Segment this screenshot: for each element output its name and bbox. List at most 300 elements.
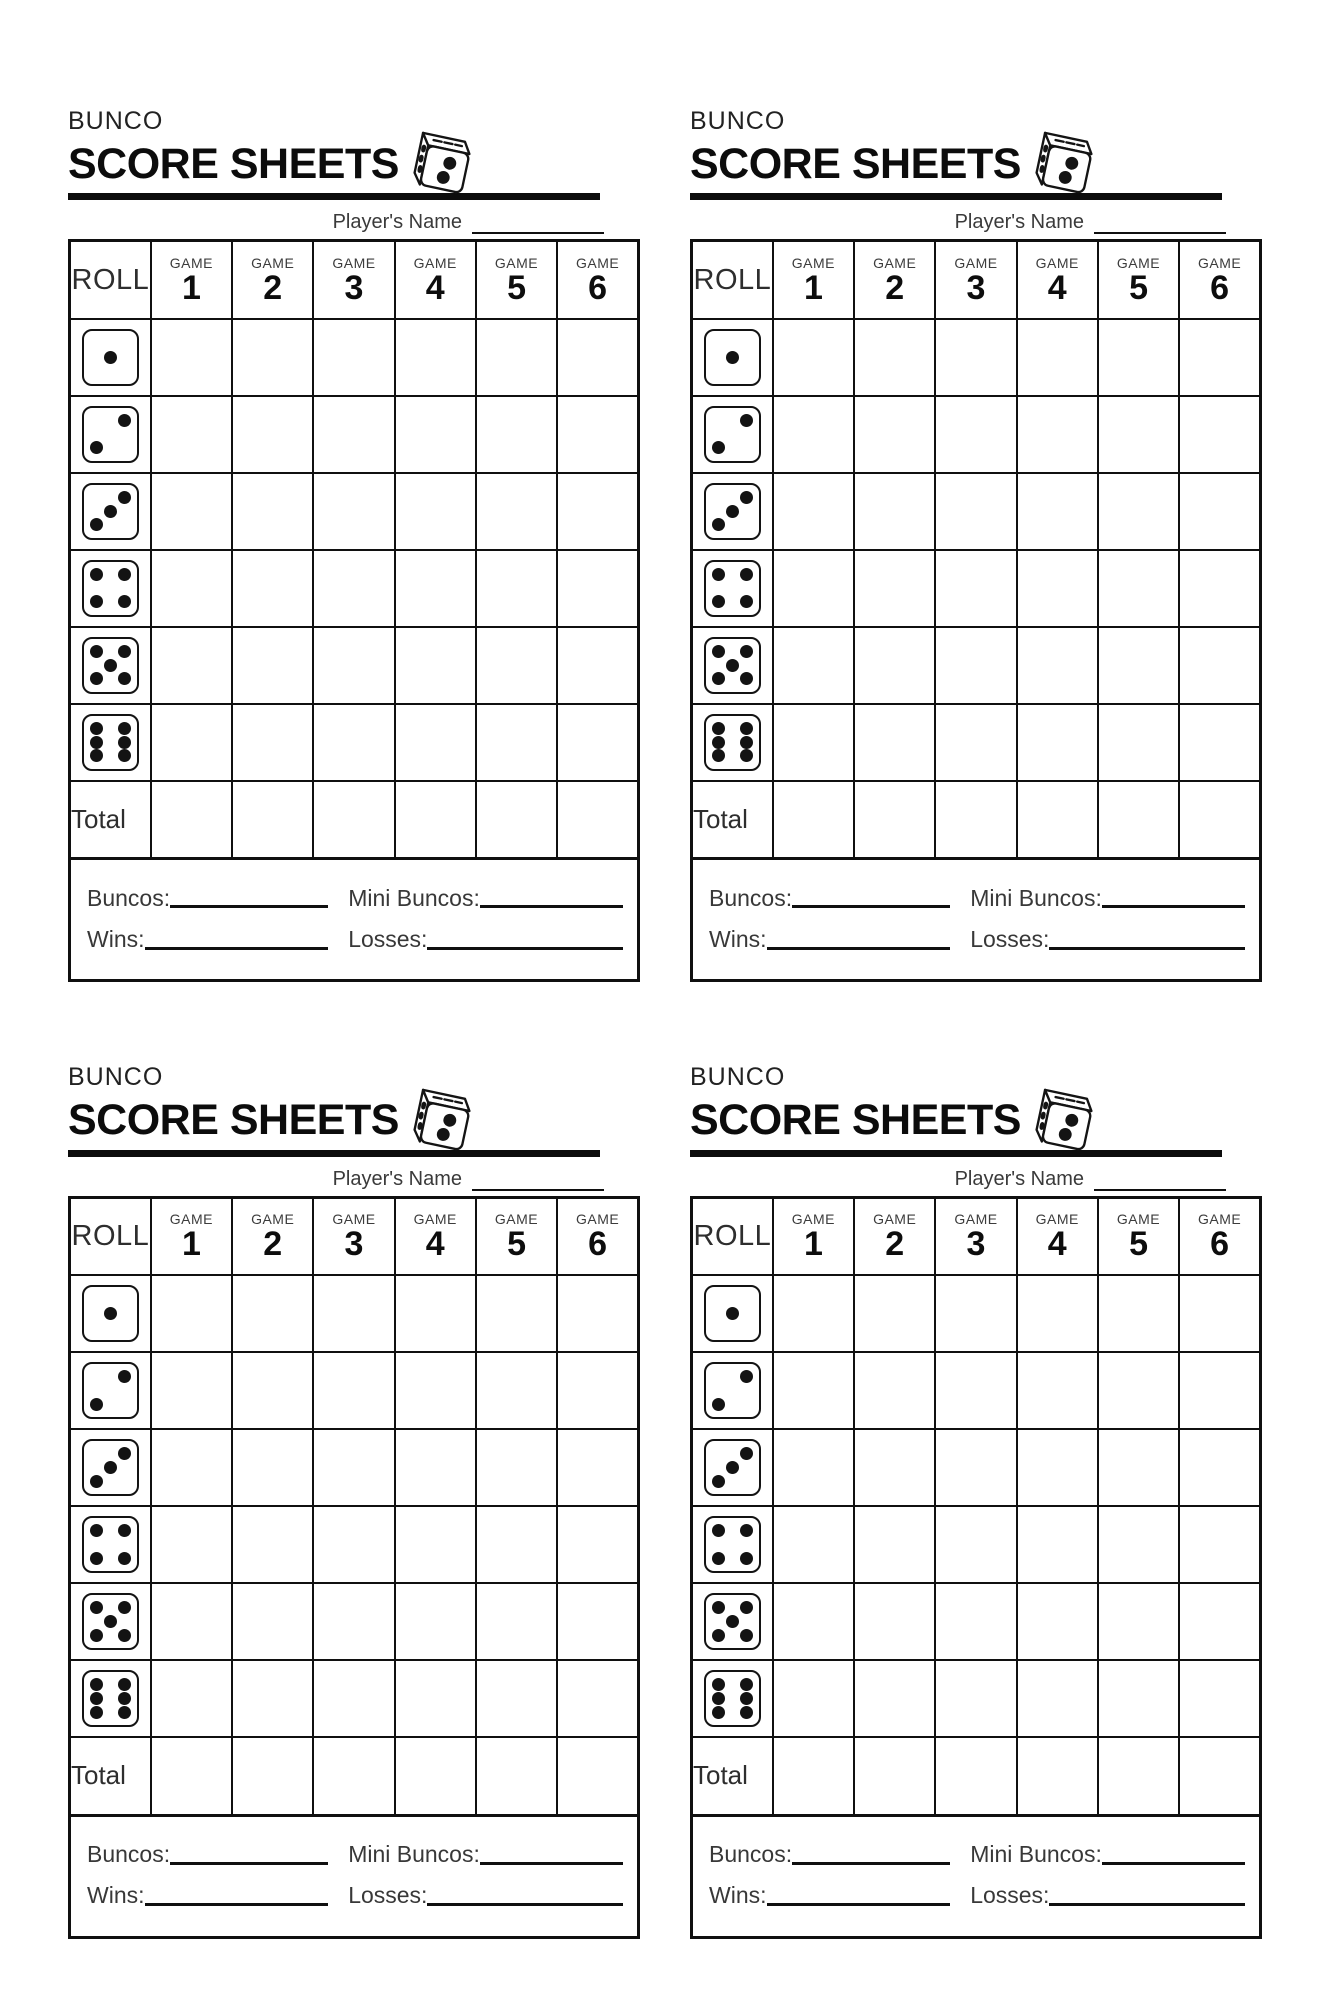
total-row xyxy=(692,1737,1261,1815)
buncos-field[interactable] xyxy=(170,894,328,908)
score-cell-roll1-game4[interactable] xyxy=(395,319,476,396)
roll-row-2 xyxy=(692,396,1261,473)
score-cell-roll1-game1[interactable] xyxy=(151,319,232,396)
roll-row-2 xyxy=(692,1352,1261,1429)
sheet-title: SCORE SHEETS xyxy=(690,1095,1021,1144)
score-cell-roll4-game6[interactable] xyxy=(1179,1506,1260,1583)
game-number: 6 xyxy=(1210,269,1230,308)
game-number: 5 xyxy=(507,269,526,308)
roll-row-2 xyxy=(70,1352,639,1429)
score-cell-roll2-game1[interactable] xyxy=(773,1352,854,1429)
score-cell-roll5-game2[interactable] xyxy=(854,627,935,704)
score-cell-roll5-game4[interactable] xyxy=(395,627,476,704)
score-cell-roll4-game6[interactable] xyxy=(1179,550,1260,627)
total-cell-game2[interactable] xyxy=(232,1737,313,1815)
score-cell-roll2-game6[interactable] xyxy=(557,1352,638,1429)
roll-row-5 xyxy=(70,1583,639,1660)
score-cell-roll6-game1[interactable] xyxy=(773,1660,854,1737)
score-cell-roll3-game4[interactable] xyxy=(1017,1429,1098,1506)
score-cell-roll1-game3[interactable] xyxy=(935,1275,1016,1352)
game-word: GAME xyxy=(791,1211,836,1228)
score-cell-roll5-game3[interactable] xyxy=(313,1583,394,1660)
score-cell-roll5-game1[interactable] xyxy=(773,1583,854,1660)
roll-row-1 xyxy=(692,319,1261,396)
score-cell-roll1-game3[interactable] xyxy=(313,319,394,396)
score-cell-roll3-game2[interactable] xyxy=(854,473,935,550)
game-word: GAME xyxy=(413,255,457,272)
die-face-2-icon xyxy=(704,406,761,463)
die-face-5-cell xyxy=(70,627,151,704)
score-cell-roll3-game2[interactable] xyxy=(232,1429,313,1506)
score-cell-roll6-game3[interactable] xyxy=(313,1660,394,1737)
losses-field[interactable] xyxy=(427,1892,623,1906)
wins-field[interactable] xyxy=(145,1892,329,1906)
total-row xyxy=(692,781,1261,859)
player-name-row xyxy=(690,1157,1262,1196)
losses-field[interactable] xyxy=(1049,936,1245,950)
score-cell-roll5-game6[interactable] xyxy=(557,1583,638,1660)
total-cell-game6[interactable] xyxy=(557,1737,638,1815)
game-word: GAME xyxy=(1197,255,1242,272)
score-cell-roll3-game1[interactable] xyxy=(151,1429,232,1506)
score-cell-roll5-game4[interactable] xyxy=(395,1583,476,1660)
losses-group xyxy=(970,926,1245,952)
score-cell-roll6-game2[interactable] xyxy=(232,1660,313,1737)
score-cell-roll1-game5[interactable] xyxy=(476,1275,557,1352)
score-cell-roll6-game4[interactable] xyxy=(395,1660,476,1737)
game-word: GAME xyxy=(251,255,295,272)
roll-header-cell: ROLL xyxy=(692,1197,773,1275)
score-cell-roll1-game1[interactable] xyxy=(773,1275,854,1352)
losses-group xyxy=(348,1882,623,1908)
total-cell-game2[interactable] xyxy=(232,781,313,859)
two-pip-die-icon xyxy=(1027,1081,1103,1161)
score-cell-roll2-game3[interactable] xyxy=(935,396,1016,473)
score-cell-roll6-game6[interactable] xyxy=(557,704,638,781)
score-cell-roll4-game2[interactable] xyxy=(232,1506,313,1583)
roll-row-2 xyxy=(70,396,639,473)
game-number: 3 xyxy=(966,269,986,308)
game-number: 6 xyxy=(588,1225,608,1264)
score-cell-roll3-game6[interactable] xyxy=(557,473,638,550)
score-cell-roll6-game6[interactable] xyxy=(557,1660,638,1737)
score-cell-roll6-game1[interactable] xyxy=(773,704,854,781)
die-face-6-icon xyxy=(82,1670,139,1727)
total-label-cell: Total xyxy=(70,1737,151,1815)
score-cell-roll5-game5[interactable] xyxy=(1098,627,1179,704)
total-cell-game3[interactable] xyxy=(935,1737,1016,1815)
score-cell-roll6-game5[interactable] xyxy=(476,704,557,781)
total-cell-game2[interactable] xyxy=(854,1737,935,1815)
score-cell-roll5-game3[interactable] xyxy=(313,627,394,704)
score-cell-roll3-game6[interactable] xyxy=(557,1429,638,1506)
game-number: 4 xyxy=(425,269,445,308)
total-cell-game1[interactable] xyxy=(151,1737,232,1815)
score-cell-roll4-game5[interactable] xyxy=(1098,1506,1179,1583)
mini-buncos-label: Mini Buncos: xyxy=(348,1841,480,1868)
brand-text: BUNCO xyxy=(68,107,164,135)
score-cell-roll2-game5[interactable] xyxy=(476,396,557,473)
title-row xyxy=(690,1091,1262,1144)
score-cell-roll2-game6[interactable] xyxy=(557,396,638,473)
score-cell-roll2-game2[interactable] xyxy=(232,396,313,473)
score-cell-roll4-game2[interactable] xyxy=(854,1506,935,1583)
mini-buncos-field[interactable] xyxy=(480,1851,623,1865)
score-cell-roll3-game3[interactable] xyxy=(313,1429,394,1506)
die-face-6-icon xyxy=(704,1670,761,1727)
score-cell-roll4-game3[interactable] xyxy=(313,550,394,627)
score-table xyxy=(68,239,640,860)
total-cell-game6[interactable] xyxy=(1179,1737,1260,1815)
game-number: 4 xyxy=(1047,269,1067,308)
mini-buncos-field[interactable] xyxy=(1102,894,1245,908)
score-cell-roll4-game2[interactable] xyxy=(854,550,935,627)
score-cell-roll3-game6[interactable] xyxy=(1179,473,1260,550)
game-5-header-cell xyxy=(476,1197,557,1275)
score-cell-roll4-game6[interactable] xyxy=(557,550,638,627)
score-cell-roll3-game4[interactable] xyxy=(395,1429,476,1506)
total-cell-game2[interactable] xyxy=(854,781,935,859)
die-face-1-icon xyxy=(704,1285,761,1342)
score-cell-roll6-game6[interactable] xyxy=(1179,704,1260,781)
tally-box xyxy=(690,860,1262,982)
game-1-header-cell xyxy=(151,241,232,319)
score-cell-roll3-game5[interactable] xyxy=(1098,473,1179,550)
game-word: GAME xyxy=(954,255,998,272)
score-cell-roll4-game3[interactable] xyxy=(935,550,1016,627)
score-cell-roll2-game1[interactable] xyxy=(773,396,854,473)
buncos-field[interactable] xyxy=(792,894,950,908)
score-cell-roll4-game1[interactable] xyxy=(773,1506,854,1583)
score-cell-roll4-game5[interactable] xyxy=(1098,550,1179,627)
mini-buncos-field[interactable] xyxy=(1102,1851,1245,1865)
die-face-3-cell xyxy=(70,473,151,550)
score-cell-roll4-game1[interactable] xyxy=(151,1506,232,1583)
score-cell-roll3-game6[interactable] xyxy=(1179,1429,1260,1506)
tally-row-buncos xyxy=(709,885,1245,911)
die-face-1-cell xyxy=(692,1275,773,1352)
score-cell-roll2-game3[interactable] xyxy=(935,1352,1016,1429)
score-cell-roll6-game4[interactable] xyxy=(395,704,476,781)
score-cell-roll1-game6[interactable] xyxy=(557,319,638,396)
total-cell-game5[interactable] xyxy=(476,781,557,859)
score-cell-roll2-game4[interactable] xyxy=(1017,1352,1098,1429)
score-cell-roll6-game5[interactable] xyxy=(1098,704,1179,781)
score-cell-roll2-game3[interactable] xyxy=(313,396,394,473)
score-cell-roll6-game5[interactable] xyxy=(476,1660,557,1737)
score-cell-roll2-game6[interactable] xyxy=(1179,396,1260,473)
losses-field[interactable] xyxy=(1049,1892,1245,1906)
title-rule xyxy=(68,1150,600,1157)
score-cell-roll3-game1[interactable] xyxy=(773,1429,854,1506)
score-cell-roll5-game6[interactable] xyxy=(1179,1583,1260,1660)
score-cell-roll1-game5[interactable] xyxy=(476,319,557,396)
title-rule xyxy=(690,193,1222,200)
die-face-4-cell xyxy=(70,550,151,627)
score-cell-roll4-game4[interactable] xyxy=(395,550,476,627)
score-cell-roll6-game4[interactable] xyxy=(1017,1660,1098,1737)
score-cell-roll4-game5[interactable] xyxy=(476,550,557,627)
game-word: GAME xyxy=(575,1211,620,1228)
roll-row-4 xyxy=(692,550,1261,627)
score-cell-roll1-game4[interactable] xyxy=(395,1275,476,1352)
score-cell-roll2-game5[interactable] xyxy=(1098,396,1179,473)
brand-text: BUNCO xyxy=(690,1063,786,1092)
header-row xyxy=(70,241,639,319)
game-word: GAME xyxy=(494,1211,539,1228)
buncos-field[interactable] xyxy=(170,1851,328,1865)
total-cell-game3[interactable] xyxy=(935,781,1016,859)
total-cell-game1[interactable] xyxy=(773,781,854,859)
score-cell-roll2-game5[interactable] xyxy=(1098,1352,1179,1429)
total-cell-game1[interactable] xyxy=(773,1737,854,1815)
game-1-header-cell xyxy=(773,241,854,319)
mini-buncos-field[interactable] xyxy=(480,894,623,908)
total-cell-game3[interactable] xyxy=(313,1737,394,1815)
score-cell-roll2-game3[interactable] xyxy=(313,1352,394,1429)
player-name-label: Player's Name xyxy=(954,1167,1084,1190)
game-4-header-cell xyxy=(1017,1197,1098,1275)
score-cell-roll3-game3[interactable] xyxy=(313,473,394,550)
wins-label: Wins: xyxy=(87,926,145,953)
wins-field[interactable] xyxy=(767,1892,951,1906)
die-face-4-icon xyxy=(704,1516,761,1573)
sheet-masthead xyxy=(690,1064,1262,1156)
game-number: 5 xyxy=(1129,269,1148,308)
score-cell-roll5-game4[interactable] xyxy=(1017,627,1098,704)
game-word: GAME xyxy=(413,1211,457,1228)
score-cell-roll1-game2[interactable] xyxy=(854,319,935,396)
score-cell-roll5-game3[interactable] xyxy=(935,1583,1016,1660)
score-cell-roll2-game1[interactable] xyxy=(151,1352,232,1429)
buncos-group xyxy=(87,885,328,911)
score-cell-roll6-game1[interactable] xyxy=(151,704,232,781)
score-cell-roll2-game2[interactable] xyxy=(232,1352,313,1429)
score-cell-roll5-game5[interactable] xyxy=(476,1583,557,1660)
player-name-field[interactable] xyxy=(472,214,604,234)
score-cell-roll3-game3[interactable] xyxy=(935,473,1016,550)
score-cell-roll1-game5[interactable] xyxy=(1098,319,1179,396)
die-face-5-cell xyxy=(692,627,773,704)
score-cell-roll6-game5[interactable] xyxy=(1098,1660,1179,1737)
score-cell-roll1-game5[interactable] xyxy=(1098,1275,1179,1352)
score-table xyxy=(68,1196,640,1817)
player-name-label: Player's Name xyxy=(332,1167,462,1190)
score-cell-roll1-game6[interactable] xyxy=(1179,1275,1260,1352)
wins-field[interactable] xyxy=(145,936,329,950)
player-name-field[interactable] xyxy=(1094,214,1226,234)
game-word: GAME xyxy=(1197,1211,1242,1228)
score-cell-roll6-game3[interactable] xyxy=(935,1660,1016,1737)
score-cell-roll4-game1[interactable] xyxy=(773,550,854,627)
game-word: GAME xyxy=(169,255,214,272)
score-cell-roll5-game5[interactable] xyxy=(476,627,557,704)
score-cell-roll6-game1[interactable] xyxy=(151,1660,232,1737)
game-number: 4 xyxy=(425,1225,445,1264)
player-name-field[interactable] xyxy=(1094,1171,1226,1191)
brand-text: BUNCO xyxy=(690,107,786,135)
total-cell-game3[interactable] xyxy=(313,781,394,859)
game-number: 1 xyxy=(803,269,823,308)
total-cell-game6[interactable] xyxy=(557,781,638,859)
score-cell-roll1-game3[interactable] xyxy=(935,319,1016,396)
roll-row-5 xyxy=(692,627,1261,704)
die-face-2-icon xyxy=(704,1362,761,1419)
tally-box xyxy=(690,1817,1262,1939)
die-face-3-cell xyxy=(692,1429,773,1506)
die-face-6-cell xyxy=(70,704,151,781)
game-6-header-cell xyxy=(1179,241,1260,319)
buncos-field[interactable] xyxy=(792,1851,950,1865)
score-sheet-3 xyxy=(68,1064,640,1938)
score-cell-roll6-game3[interactable] xyxy=(313,704,394,781)
score-cell-roll3-game5[interactable] xyxy=(1098,1429,1179,1506)
score-cell-roll4-game3[interactable] xyxy=(935,1506,1016,1583)
score-cell-roll6-game6[interactable] xyxy=(1179,1660,1260,1737)
score-cell-roll1-game1[interactable] xyxy=(773,319,854,396)
total-cell-game4[interactable] xyxy=(395,781,476,859)
score-cell-roll1-game2[interactable] xyxy=(232,319,313,396)
losses-group xyxy=(348,926,623,952)
wins-field[interactable] xyxy=(767,936,951,950)
total-cell-game1[interactable] xyxy=(151,781,232,859)
score-cell-roll3-game4[interactable] xyxy=(1017,473,1098,550)
roll-row-6 xyxy=(70,1660,639,1737)
score-cell-roll4-game1[interactable] xyxy=(151,550,232,627)
score-cell-roll4-game2[interactable] xyxy=(232,550,313,627)
player-name-field[interactable] xyxy=(472,1171,604,1191)
game-word: GAME xyxy=(873,255,917,272)
score-cell-roll4-game3[interactable] xyxy=(313,1506,394,1583)
score-cell-roll5-game1[interactable] xyxy=(773,627,854,704)
score-cell-roll5-game1[interactable] xyxy=(151,627,232,704)
game-3-header-cell xyxy=(313,241,394,319)
score-cell-roll2-game4[interactable] xyxy=(1017,396,1098,473)
score-cell-roll3-game2[interactable] xyxy=(232,473,313,550)
game-number: 3 xyxy=(966,1225,986,1264)
total-cell-game4[interactable] xyxy=(1017,1737,1098,1815)
score-cell-roll1-game4[interactable] xyxy=(1017,1275,1098,1352)
score-table xyxy=(690,1196,1262,1817)
tally-row-wins xyxy=(87,1882,623,1908)
score-cell-roll1-game1[interactable] xyxy=(151,1275,232,1352)
score-cell-roll3-game5[interactable] xyxy=(476,473,557,550)
game-3-header-cell xyxy=(935,241,1016,319)
total-cell-game5[interactable] xyxy=(1098,1737,1179,1815)
total-cell-game5[interactable] xyxy=(476,1737,557,1815)
die-face-4-icon xyxy=(82,1516,139,1573)
game-word: GAME xyxy=(494,255,539,272)
score-cell-roll6-game2[interactable] xyxy=(854,704,935,781)
total-cell-game4[interactable] xyxy=(1017,781,1098,859)
sheet-title: SCORE SHEETS xyxy=(690,139,1021,188)
mini-buncos-group xyxy=(970,885,1245,911)
score-cell-roll2-game1[interactable] xyxy=(151,396,232,473)
losses-field[interactable] xyxy=(427,936,623,950)
title-rule xyxy=(68,193,600,200)
score-cell-roll3-game5[interactable] xyxy=(476,1429,557,1506)
score-cell-roll3-game1[interactable] xyxy=(151,473,232,550)
die-face-2-cell xyxy=(692,1352,773,1429)
score-cell-roll1-game6[interactable] xyxy=(1179,319,1260,396)
sheet-masthead xyxy=(68,108,640,200)
score-cell-roll5-game6[interactable] xyxy=(1179,627,1260,704)
roll-row-6 xyxy=(692,1660,1261,1737)
score-cell-roll4-game6[interactable] xyxy=(557,1506,638,1583)
player-name-label: Player's Name xyxy=(954,211,1084,234)
score-cell-roll1-game3[interactable] xyxy=(313,1275,394,1352)
score-cell-roll4-game4[interactable] xyxy=(395,1506,476,1583)
score-cell-roll2-game2[interactable] xyxy=(854,396,935,473)
score-cell-roll5-game6[interactable] xyxy=(557,627,638,704)
header-row xyxy=(692,1197,1261,1275)
score-cell-roll3-game4[interactable] xyxy=(395,473,476,550)
total-cell-game6[interactable] xyxy=(1179,781,1260,859)
score-cell-roll5-game4[interactable] xyxy=(1017,1583,1098,1660)
score-cell-roll2-game5[interactable] xyxy=(476,1352,557,1429)
score-cell-roll4-game4[interactable] xyxy=(1017,550,1098,627)
score-cell-roll5-game2[interactable] xyxy=(854,1583,935,1660)
game-2-header-cell xyxy=(854,241,935,319)
die-face-3-icon xyxy=(82,1439,139,1496)
score-cell-roll5-game1[interactable] xyxy=(151,1583,232,1660)
score-cell-roll1-game4[interactable] xyxy=(1017,319,1098,396)
die-face-3-icon xyxy=(704,1439,761,1496)
roll-row-5 xyxy=(70,627,639,704)
player-name-row xyxy=(68,1157,640,1196)
score-cell-roll5-game5[interactable] xyxy=(1098,1583,1179,1660)
score-cell-roll2-game6[interactable] xyxy=(1179,1352,1260,1429)
score-table xyxy=(690,239,1262,860)
score-cell-roll4-game5[interactable] xyxy=(476,1506,557,1583)
score-cell-roll1-game2[interactable] xyxy=(232,1275,313,1352)
score-cell-roll5-game2[interactable] xyxy=(232,627,313,704)
roll-header-cell: ROLL xyxy=(70,241,151,319)
die-face-2-cell xyxy=(70,1352,151,1429)
game-word: GAME xyxy=(954,1211,998,1228)
score-cell-roll2-game4[interactable] xyxy=(395,396,476,473)
score-cell-roll1-game6[interactable] xyxy=(557,1275,638,1352)
score-cell-roll2-game4[interactable] xyxy=(395,1352,476,1429)
die-face-1-icon xyxy=(704,329,761,386)
score-cell-roll6-game3[interactable] xyxy=(935,704,1016,781)
score-cell-roll3-game1[interactable] xyxy=(773,473,854,550)
score-cell-roll1-game2[interactable] xyxy=(854,1275,935,1352)
score-cell-roll6-game2[interactable] xyxy=(232,704,313,781)
roll-row-4 xyxy=(70,1506,639,1583)
score-cell-roll5-game3[interactable] xyxy=(935,627,1016,704)
total-cell-game5[interactable] xyxy=(1098,781,1179,859)
game-number: 6 xyxy=(588,269,608,308)
total-label-cell: Total xyxy=(692,1737,773,1815)
score-cell-roll3-game3[interactable] xyxy=(935,1429,1016,1506)
game-word: GAME xyxy=(251,1211,295,1228)
score-cell-roll6-game4[interactable] xyxy=(1017,704,1098,781)
sheet-masthead xyxy=(690,108,1262,200)
score-cell-roll3-game2[interactable] xyxy=(854,1429,935,1506)
game-number: 6 xyxy=(1210,1225,1230,1264)
die-face-2-icon xyxy=(82,1362,139,1419)
score-cell-roll2-game2[interactable] xyxy=(854,1352,935,1429)
score-cell-roll5-game2[interactable] xyxy=(232,1583,313,1660)
score-cell-roll6-game2[interactable] xyxy=(854,1660,935,1737)
total-cell-game4[interactable] xyxy=(395,1737,476,1815)
losses-label: Losses: xyxy=(970,926,1050,953)
score-cell-roll4-game4[interactable] xyxy=(1017,1506,1098,1583)
game-word: GAME xyxy=(1035,1211,1079,1228)
mini-buncos-label: Mini Buncos: xyxy=(970,884,1102,911)
losses-label: Losses: xyxy=(348,1882,428,1909)
